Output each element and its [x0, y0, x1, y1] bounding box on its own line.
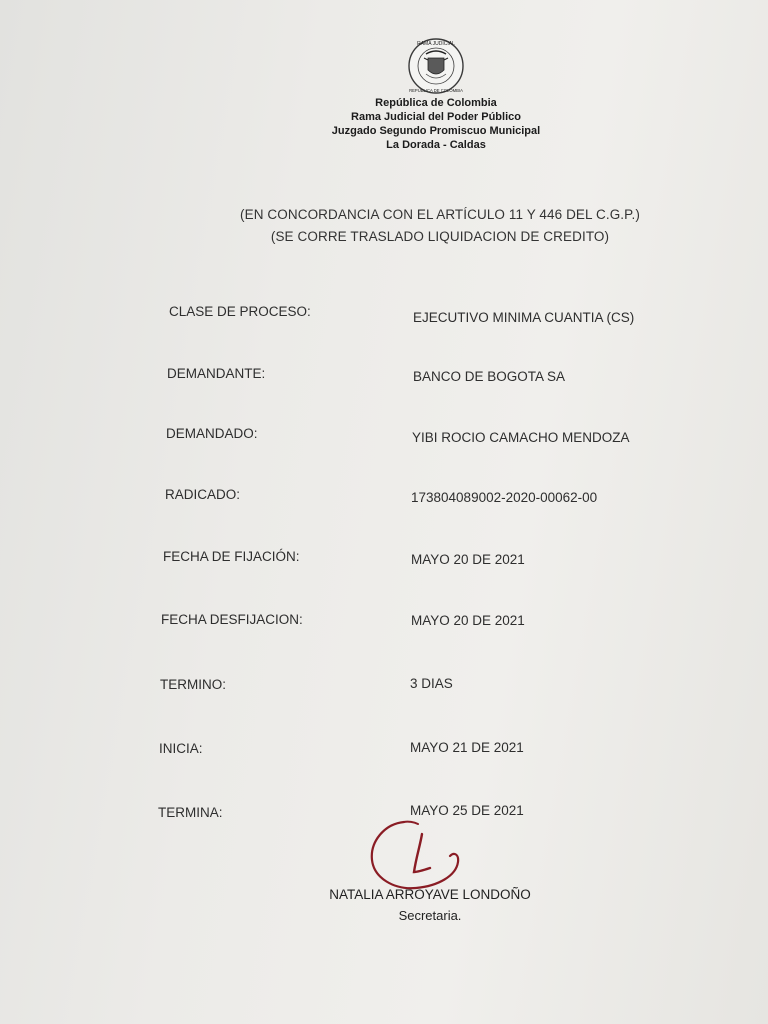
field-value-plaintiff: BANCO DE BOGOTA SA [413, 369, 566, 384]
field-label-case-number: RADICADO: [165, 487, 241, 502]
procedure-note: (SE CORRE TRASLADO LIQUIDACION DE CREDITO) [270, 229, 610, 244]
field-label-defendant: DEMANDADO: [166, 426, 258, 441]
field-value-end: MAYO 25 DE 2021 [410, 803, 524, 818]
legal-reference-note: (EN CONCORDANCIA CON EL ARTÍCULO 11 Y 446 DEL C.G.P.) [240, 207, 640, 222]
field-label-process-class: CLASE DE PROCESO: [169, 304, 311, 319]
field-value-case-number: 173804089002-2020-00062-00 [411, 490, 598, 505]
svg-text:RAMA JUDICIAL: RAMA JUDICIAL [417, 41, 455, 47]
field-label-term: TERMINO: [160, 677, 226, 692]
field-value-term: 3 DIAS [410, 676, 453, 691]
field-value-process-class: EJECUTIVO MINIMA CUANTIA (CS) [413, 310, 635, 325]
colombia-judicial-seal-icon [404, 36, 468, 96]
handwritten-signature-icon [364, 812, 464, 896]
field-value-start: MAYO 21 DE 2021 [410, 740, 524, 755]
field-label-plaintiff: DEMANDANTE: [167, 366, 266, 381]
field-label-removal-date: FECHA DESFIJACION: [161, 612, 303, 627]
field-value-posting-date: MAYO 20 DE 2021 [411, 552, 525, 567]
field-label-posting-date: FECHA DE FIJACIÓN: [163, 549, 300, 564]
signatory-role: Secretaria. [398, 908, 462, 923]
header-court: Juzgado Segundo Promiscuo Municipal [331, 125, 541, 137]
signatory-name: NATALIA ARROYAVE LONDOÑO [329, 887, 531, 902]
field-value-defendant: YIBI ROCIO CAMACHO MENDOZA [412, 430, 630, 445]
field-value-removal-date: MAYO 20 DE 2021 [411, 613, 525, 628]
field-label-end: TERMINA: [158, 805, 223, 820]
header-country: República de Colombia [375, 97, 497, 109]
header-branch: Rama Judicial del Poder Público [351, 111, 521, 123]
field-label-start: INICIA: [159, 741, 203, 756]
svg-text:REPÚBLICA DE COLOMBIA: REPÚBLICA DE COLOMBIA [409, 88, 463, 93]
header-location: La Dorada - Caldas [386, 139, 486, 151]
